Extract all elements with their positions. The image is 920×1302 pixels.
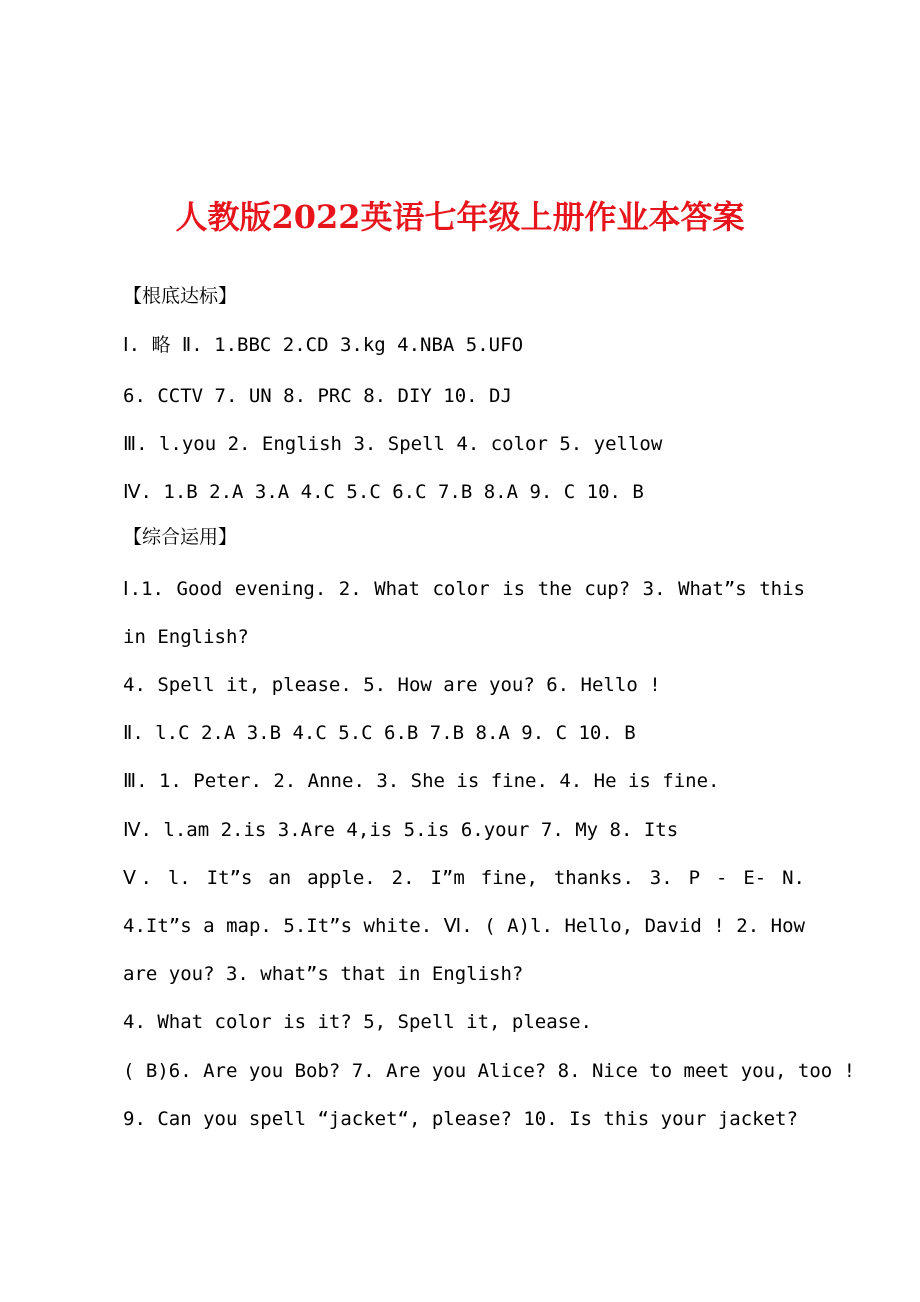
answer-line: 6. CCTV 7. UN 8. PRC 8. DIY 10. DJ	[123, 385, 512, 407]
answer-line: are you? 3. what”s that in English?	[123, 963, 524, 985]
answer-line: 4.It”s a map. 5.It”s white. Ⅵ. ( A)l. Hello, David ! 2. How	[123, 915, 805, 937]
answer-line: Ⅴ. l. It”s an apple. 2. I”m fine, thanks. 3. P - E- N.	[123, 867, 805, 889]
answer-line: ( B)6. Are you Bob? 7. Are you Alice? 8. Nice to meet you, too !	[123, 1060, 856, 1082]
answer-line: in English?	[123, 626, 249, 648]
answer-line: 4. What color is it? 5, Spell it, please.	[123, 1011, 592, 1033]
answer-line: 9. Can you spell “jacket“, please? 10. Is this your jacket?	[123, 1108, 798, 1130]
document-title: 人教版2022英语七年级上册作业本答案	[175, 198, 745, 236]
section-heading-comprehensive: 【综合运用】	[123, 526, 238, 548]
answer-line: Ⅰ.1. Good evening. 2. What color is the cup? 3. What”s this	[123, 578, 805, 600]
answer-line: Ⅳ. 1.B 2.A 3.A 4.C 5.C 6.C 7.B 8.A 9. C 10. B	[123, 481, 644, 503]
answer-line: Ⅰ. 略 Ⅱ. 1.BBC 2.CD 3.kg 4.NBA 5.UFO	[123, 334, 524, 356]
section-heading-basic: 【根底达标】	[123, 285, 238, 307]
answer-line: Ⅲ. 1. Peter. 2. Anne. 3. She is fine. 4. He is fine.	[123, 770, 720, 792]
answer-line: 4. Spell it, please. 5. How are you? 6. Hello !	[123, 674, 661, 696]
answer-line: Ⅳ. l.am 2.is 3.Are 4,is 5.is 6.your 7. My 8. Its	[123, 819, 679, 841]
answer-line: Ⅱ. l.C 2.A 3.B 4.C 5.C 6.B 7.B 8.A 9. C 10. B	[123, 722, 636, 744]
answer-line: Ⅲ. l.you 2. English 3. Spell 4. color 5. yellow	[123, 433, 663, 455]
